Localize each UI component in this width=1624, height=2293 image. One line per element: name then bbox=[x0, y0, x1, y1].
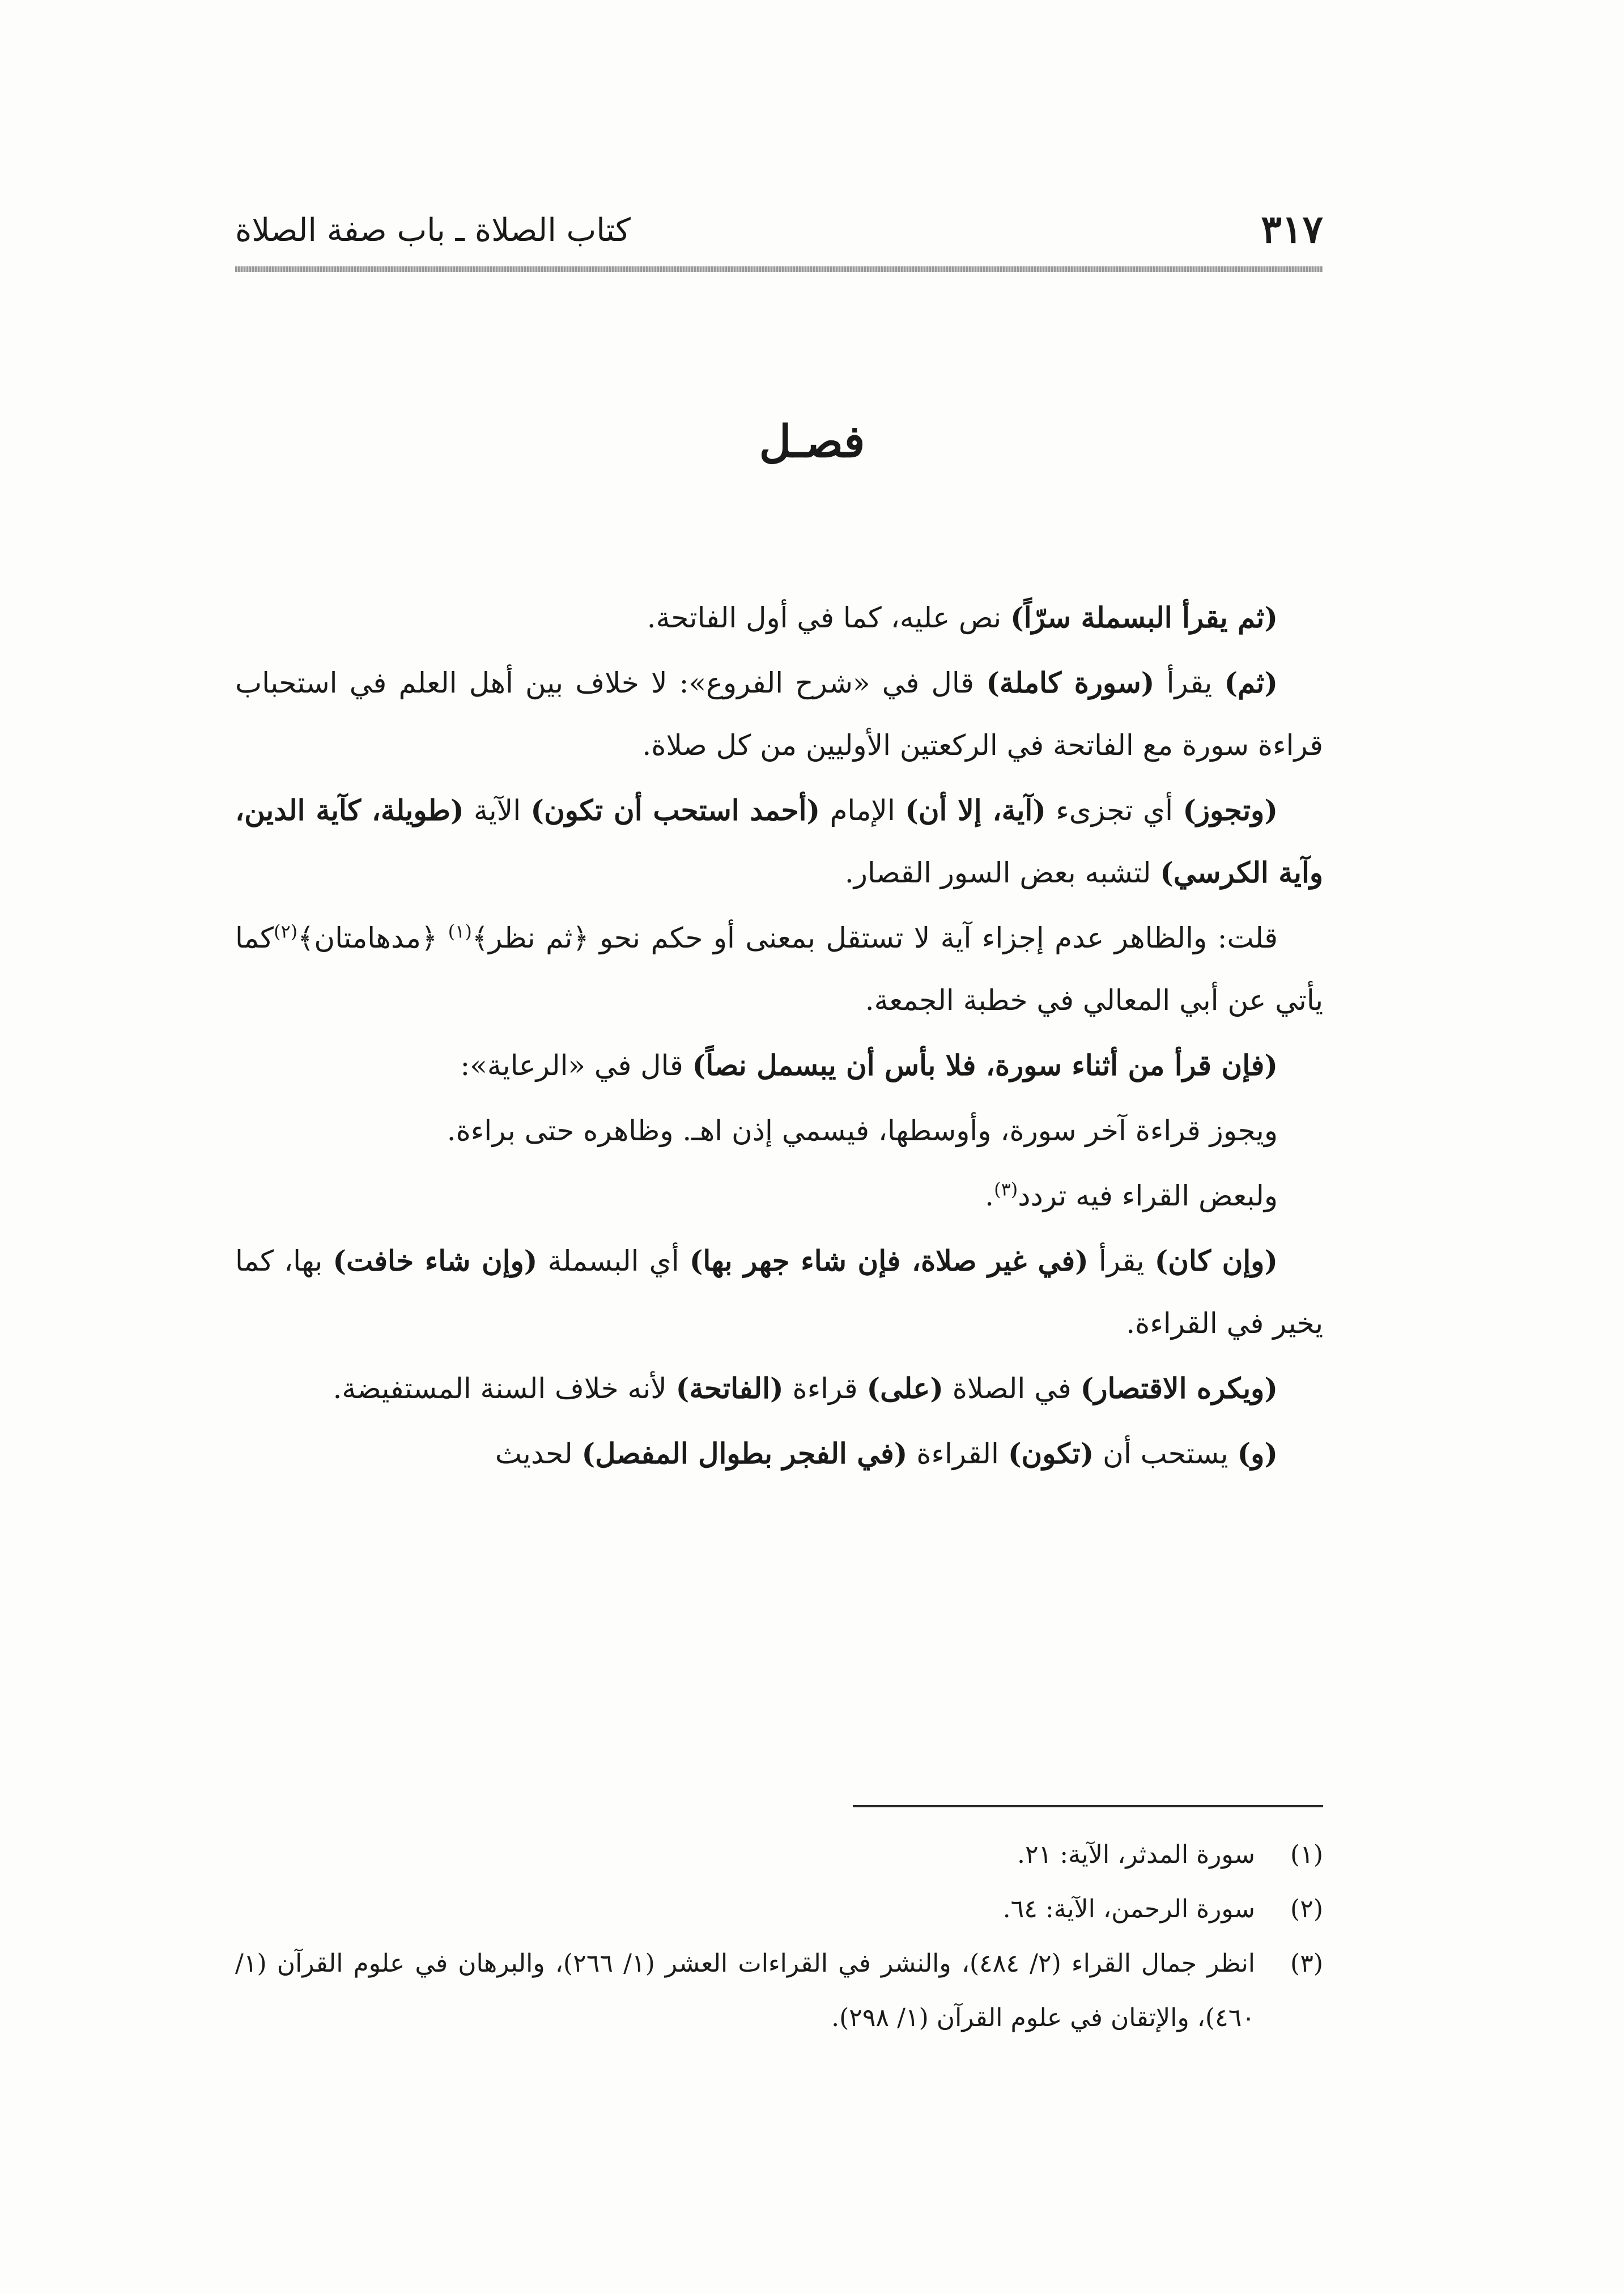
footnote-rule bbox=[853, 1805, 1323, 1807]
footnote-marker: (٢) bbox=[273, 920, 298, 942]
matn-text: (فإن قرأ من أثناء سورة، فلا بأس أن يبسمل نصاً) bbox=[692, 1048, 1278, 1082]
body-paragraph bbox=[235, 907, 1323, 1031]
matn-text: (تكون) bbox=[1007, 1437, 1094, 1470]
section-heading: فصـل bbox=[759, 416, 865, 468]
sharh-text: بها، كما يخير في القراءة. bbox=[235, 1245, 1323, 1340]
header-rule bbox=[235, 266, 1323, 272]
footnote-number: (١) bbox=[1290, 1840, 1323, 1869]
matn-text: (ويكره الاقتصار) bbox=[1080, 1371, 1278, 1405]
matn-text: (وتجوز) bbox=[1183, 793, 1278, 827]
sharh-text: في الصلاة bbox=[943, 1372, 1081, 1405]
matn-text: (وإن شاء خافت) bbox=[333, 1244, 538, 1277]
body-paragraph bbox=[235, 1422, 1323, 1485]
body-paragraph bbox=[235, 1165, 1323, 1227]
sharh-text: . bbox=[985, 1179, 994, 1212]
body-paragraph bbox=[235, 1230, 1323, 1354]
matn-text: (في الفجر بطوال المفصل) bbox=[581, 1437, 908, 1470]
matn-text: (سورة كاملة) bbox=[986, 666, 1155, 699]
sharh-text: لتشبه بعض السور القصار. bbox=[844, 856, 1160, 889]
sharh-text: قال في «الرعاية»: bbox=[460, 1049, 692, 1082]
matn-text: (الفاتحة) bbox=[675, 1371, 784, 1405]
footnote bbox=[235, 1882, 1323, 1937]
footnote-text: سورة الرحمن، الآية: ٦٤. bbox=[1002, 1895, 1255, 1923]
sharh-text: نص عليه، كما في أول الفاتحة. bbox=[647, 601, 1011, 634]
matn-text: (آية، إلا أن) bbox=[905, 793, 1046, 827]
body-text bbox=[235, 587, 1323, 1488]
footnote-number: (٣) bbox=[1290, 1949, 1323, 1978]
footnote-marker: (١) bbox=[448, 920, 472, 942]
footnote-text: انظر جمال القراء (٢/ ٤٨٤)، والنشر في القراءات العشر (١/ ٢٦٦)، والبرهان في علوم القرآن (١/ ٤٦٠)، والإتقان في علوم القرآن (١/ ٢٩٨). bbox=[235, 1949, 1256, 2032]
matn-text: (ثم) bbox=[1224, 666, 1278, 699]
sharh-text: ﴿مدهامتان﴾ bbox=[297, 922, 448, 954]
sharh-text: قلت: والظاهر عدم إجزاء آية لا تستقل بمعنى أو حكم نحو ﴿ثم نظر﴾ bbox=[471, 922, 1278, 954]
matn-text: (ثم يقرأ البسملة سرّاً) bbox=[1010, 601, 1278, 634]
sharh-text: الإمام bbox=[820, 794, 905, 827]
footnote bbox=[235, 1828, 1323, 1882]
matn-text: (في غير صلاة، فإن شاء جهر بها) bbox=[689, 1244, 1089, 1277]
page-header bbox=[235, 204, 1323, 266]
matn-text: (طويلة، كآية الدين، وآية الكرسي) bbox=[235, 793, 1323, 889]
body-paragraph bbox=[235, 1357, 1323, 1420]
footnote-marker: (٣) bbox=[994, 1178, 1018, 1200]
sharh-text: أي البسملة bbox=[537, 1245, 690, 1277]
matn-text: (على) bbox=[866, 1371, 943, 1405]
body-paragraph bbox=[235, 1034, 1323, 1097]
sharh-text: يقرأ bbox=[1088, 1245, 1155, 1277]
sharh-text: يستحب أن bbox=[1094, 1437, 1238, 1470]
footnote bbox=[235, 1937, 1323, 2045]
sharh-text: الآية bbox=[464, 794, 531, 827]
sharh-text: قراءة bbox=[783, 1372, 867, 1405]
running-title: كتاب الصلاة ـ باب صفة الصلاة bbox=[235, 212, 631, 249]
sharh-text: قال في «شرح الفروع»: لا خلاف بين أهل العلم في استحباب قراءة سورة مع الفاتحة في الركعتين الأوليين من كل صلاة. bbox=[235, 666, 1323, 762]
page-number: ٣١٧ bbox=[1261, 207, 1323, 252]
sharh-text: كما يأتي عن أبي المعالي في خطبة الجمعة. bbox=[235, 922, 1323, 1017]
sharh-text: أي تجزىء bbox=[1045, 794, 1183, 827]
body-paragraph bbox=[235, 779, 1323, 904]
matn-text: (و) bbox=[1237, 1437, 1278, 1470]
sharh-text: ولبعض القراء فيه تردد bbox=[1018, 1179, 1278, 1212]
footnotes bbox=[235, 1828, 1323, 2045]
footnote-number: (٢) bbox=[1290, 1895, 1323, 1923]
sharh-text: لأنه خلاف السنة المستفيضة. bbox=[333, 1372, 676, 1405]
body-paragraph bbox=[235, 652, 1323, 776]
matn-text: (وإن كان) bbox=[1154, 1244, 1278, 1277]
footnote-text: سورة المدثر، الآية: ٢١. bbox=[1017, 1840, 1255, 1869]
sharh-text: ويجوز قراءة آخر سورة، وأوسطها، فيسمي إذن اهـ. وظاهره حتى براءة. bbox=[447, 1114, 1278, 1147]
body-paragraph bbox=[235, 1099, 1323, 1162]
body-paragraph bbox=[235, 587, 1323, 649]
sharh-text: يقرأ bbox=[1154, 666, 1225, 699]
matn-text: (أحمد استحب أن تكون) bbox=[530, 793, 820, 827]
sharh-text: لحديث bbox=[495, 1437, 582, 1470]
sharh-text: القراءة bbox=[907, 1437, 1008, 1470]
